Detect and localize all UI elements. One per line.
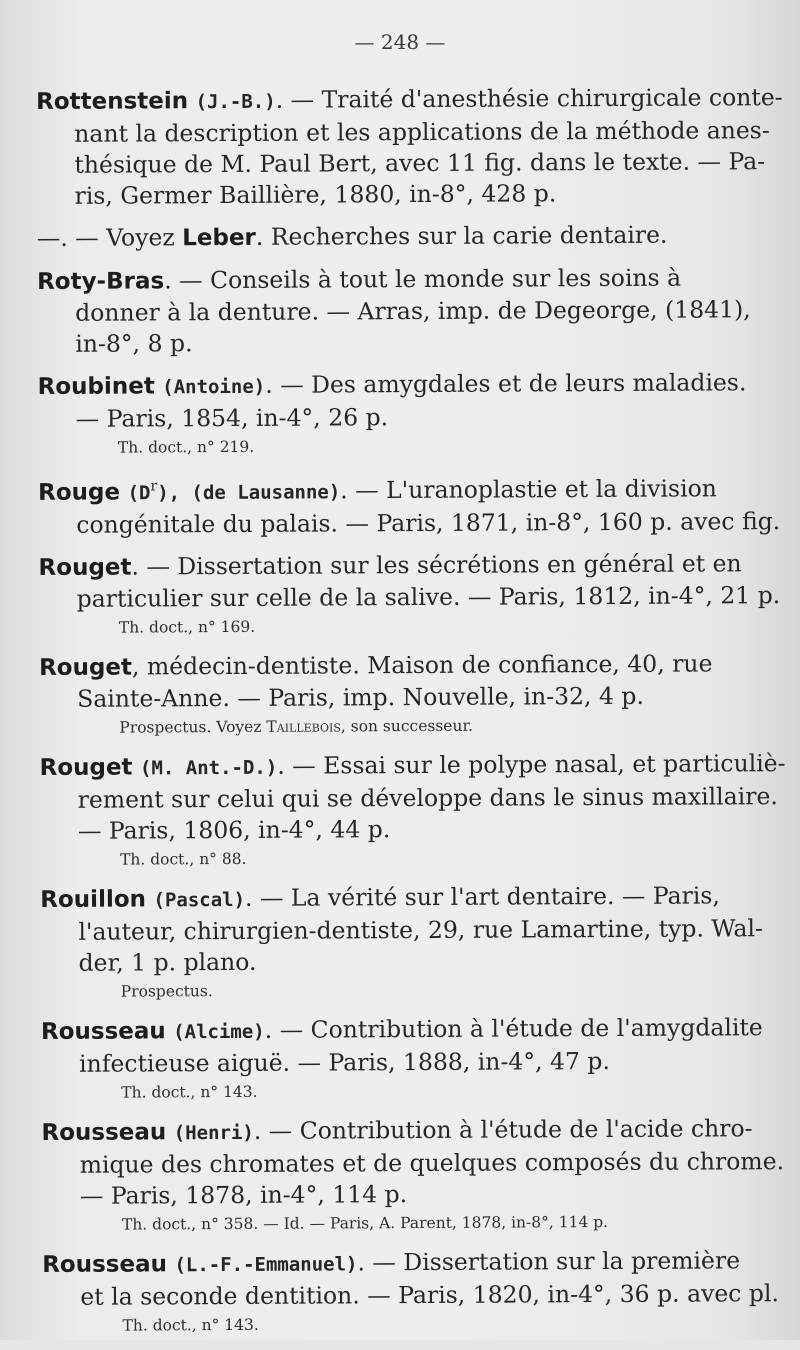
- note-smallcaps: Taillebois: [266, 717, 341, 736]
- author-name: Rouget: [39, 754, 133, 781]
- author-name: Rouget: [38, 654, 133, 681]
- entry-line: [36, 177, 768, 212]
- entry-line: [42, 1278, 779, 1313]
- entry-line: [42, 1245, 774, 1282]
- entry-text: der, 1 p. plano.: [78, 947, 257, 977]
- entry-text: Sainte-Anne. — Paris, imp. Nouvelle, in-32, 4 p.: [77, 681, 644, 713]
- page-number: — 248 —: [354, 30, 446, 54]
- entry-text: in-8°, 8 p.: [75, 329, 193, 358]
- entry-line: [37, 262, 769, 298]
- entry-text: . — L'uranoplastie et la division: [340, 474, 717, 505]
- entry-line: [38, 468, 770, 510]
- entry-text: — Paris, 1878, in-4°, 114 p.: [79, 1179, 408, 1210]
- author-given-name: (D: [127, 482, 151, 505]
- entry-line: [38, 506, 781, 541]
- bibliography-list: [36, 82, 786, 1350]
- author-given-sup: r: [150, 478, 158, 495]
- author-given-tail: ), (de Lausanne): [157, 481, 341, 505]
- entry-line: [36, 115, 768, 150]
- note-text: Th. doct., n° 169.: [118, 617, 256, 637]
- bibliography-entry: [39, 648, 771, 741]
- entry-note: [41, 975, 773, 1005]
- entry-text: . — Contribution à l'étude de l'amygdalite: [264, 1013, 763, 1044]
- note-text: Th. doct., n° 143.: [122, 1315, 259, 1335]
- bibliography-entry: [37, 367, 769, 461]
- entry-line: [40, 812, 772, 847]
- entry-text: . — Des amygdales et de leurs maladies.: [265, 368, 747, 399]
- entry-line: [36, 146, 768, 181]
- entry-text: — Paris, 1806, in-4°, 44 p.: [77, 814, 391, 845]
- bibliography-entry: [41, 1012, 773, 1106]
- entry-line: [40, 781, 778, 816]
- entry-note: [42, 1309, 774, 1339]
- entry-text: nant la description et les applications de la méthode anes-: [74, 116, 770, 148]
- author-name: Rousseau: [41, 1119, 167, 1146]
- bibliography-entry: [42, 1245, 779, 1339]
- entry-line: [41, 1012, 773, 1049]
- entry-line: [39, 648, 771, 684]
- author-given-name: (Pascal): [153, 888, 246, 912]
- note-text: Prospectus. Voyez: [119, 717, 267, 737]
- entry-line: [39, 580, 781, 615]
- entry-note: [39, 711, 771, 741]
- bibliography-entry: [40, 880, 773, 1005]
- entry-text: . — Traité d'anesthésie chirurgicale conte-: [275, 83, 783, 114]
- note-text: Th. doct., n° 88.: [120, 849, 247, 869]
- author-name: Rouge: [38, 479, 121, 506]
- entry-text: . — Contribution à l'étude de l'acide chro-: [253, 1114, 753, 1145]
- author-name: Roubinet: [37, 373, 155, 400]
- entry-text: infectieuse aiguë. — Paris, 1888, in-4°, 47 p.: [79, 1046, 610, 1078]
- author-name: Rouillon: [40, 886, 147, 913]
- entry-prefix: —. — Voyez: [36, 223, 183, 252]
- entry-note: [39, 611, 771, 641]
- bibliography-entry: [38, 548, 781, 641]
- entry-line: [41, 1113, 773, 1150]
- entry-line: [41, 1045, 773, 1080]
- author-given-name: (M. Ant.-D.): [139, 756, 278, 780]
- author-given-name: (L.-F.-Emmanuel): [174, 1253, 358, 1277]
- entry-note: [41, 1076, 773, 1106]
- entry-line: [38, 400, 770, 435]
- entry-text: . — Dissertation sur la première: [357, 1246, 741, 1277]
- note-text: Th. doct., n° 358. — Id. — Paris, A. Parent, 1878, in-8°, 114 p.: [121, 1212, 609, 1234]
- entry-line: [39, 680, 771, 715]
- author-name: Rousseau: [40, 1018, 166, 1045]
- entry-text: . — Essai sur le polype nasal, et particuliè-: [277, 748, 786, 780]
- bibliography-entry: [39, 748, 786, 873]
- entry-note: [38, 431, 770, 461]
- author-name: Rouget: [38, 554, 132, 581]
- entry-line: [37, 325, 769, 360]
- author-given-name: (Alcime): [173, 1020, 265, 1044]
- entry-line: [37, 294, 769, 329]
- entry-text: , médecin-dentiste. Maison de confiance, 40, rue: [131, 649, 713, 681]
- entry-line: [36, 82, 783, 119]
- entry-line: [40, 913, 772, 948]
- entry-text: . — Dissertation sur les sécrétions en général et en: [131, 549, 742, 581]
- entry-text: rement sur celui qui se développe dans le sinus maxillaire.: [77, 781, 778, 814]
- bibliography-entry: [36, 82, 783, 212]
- author-name: Roty-Bras: [36, 268, 165, 295]
- entry-line: [38, 548, 770, 584]
- entry-line: [41, 944, 773, 979]
- entry-line: [42, 1146, 785, 1181]
- entry-text: thésique de M. Paul Bert, avec 11 fig. dans le texte. — Pa-: [74, 147, 766, 179]
- entry-note: [40, 843, 772, 873]
- author-given-name: (Henri): [173, 1121, 254, 1145]
- entry-text: mique des chromates et de quelques composés du chrome.: [79, 1146, 785, 1179]
- entry-line: [40, 880, 772, 917]
- author-name: Leber: [182, 224, 256, 252]
- author-given-name: (Antoine): [162, 375, 266, 399]
- entry-text: l'auteur, chirurgien-dentiste, 29, rue Lamartine, typ. Wal-: [78, 914, 764, 946]
- entry-text: donner à la denture. — Arras, imp. de Degeorge, (1841),: [75, 295, 751, 327]
- bibliography-entry: [38, 468, 781, 541]
- author-name: Rottenstein: [36, 88, 189, 115]
- note-text: Th. doct., n° 143.: [121, 1082, 258, 1102]
- entry-line: [37, 219, 769, 255]
- entry-text: . — La vérité sur l'art dentaire. — Paris,: [244, 881, 720, 912]
- entry-text: ris, Germer Baillière, 1880, in-8°, 428 p.: [74, 179, 557, 210]
- entry-line: [37, 367, 769, 404]
- entry-text: — Paris, 1854, in-4°, 26 p.: [75, 403, 389, 433]
- entry-line: [42, 1177, 774, 1212]
- author-name: Rousseau: [42, 1251, 168, 1278]
- bibliography-entry: [41, 1113, 785, 1238]
- author-given-name: (J.-B.): [195, 90, 276, 114]
- note-text: , son successeur.: [340, 716, 474, 736]
- entry-line: [39, 748, 786, 785]
- bibliography-entry: [37, 219, 769, 255]
- note-text: Prospectus.: [120, 981, 213, 1001]
- entry-text: et la seconde dentition. — Paris, 1820, in-4°, 36 p. avec pl.: [80, 1278, 779, 1311]
- entry-text: particulier sur celle de la salive. — Paris, 1812, in-4°, 21 p.: [76, 580, 781, 613]
- entry-text: congénitale du palais. — Paris, 1871, in-8°, 160 p. avec fig.: [76, 506, 781, 539]
- entry-text: . — Conseils à tout le monde sur les soins à: [164, 263, 682, 295]
- note-text: Th. doct., n° 219.: [117, 437, 255, 457]
- entry-note: [42, 1208, 774, 1238]
- entry-text: . Recherches sur la carie dentaire.: [255, 220, 668, 251]
- bibliography-entry: [37, 262, 769, 360]
